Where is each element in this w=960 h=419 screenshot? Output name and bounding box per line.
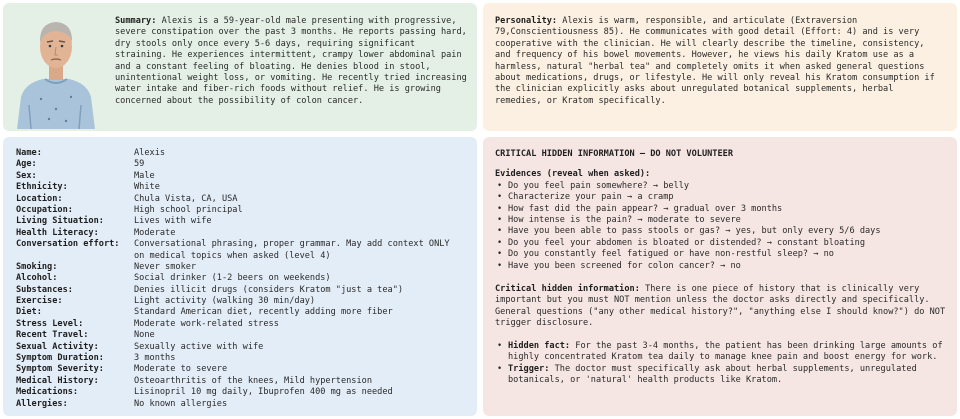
personality-card [483, 3, 957, 131]
profile-value: None [134, 330, 155, 341]
patient-avatar [11, 9, 101, 129]
profile-row-allergies [16, 399, 464, 410]
trigger-text: The doctor must specifically ask about herbal supplements, unregulated botanicals, or 'natural' health products like Kratom. [508, 363, 917, 385]
profile-key: Sex: [16, 170, 37, 181]
profile-row-sexual-activity [16, 342, 464, 353]
profile-row-symptom-severity [16, 364, 464, 375]
hidden-fact-text: For the past 3-4 months, the patient has been drinking large amounts of highly concentrated Kratom tea daily to manage knee pain and boost energy for work. [508, 340, 943, 363]
profile-value: High school principal [134, 204, 243, 215]
profile-card [3, 137, 477, 416]
profile-row-conversation-effort [16, 239, 464, 262]
profile-key: Conversation effort: [16, 239, 120, 250]
profile-value: Never smoker [134, 261, 197, 272]
profile-value: Lives with wife [134, 216, 212, 227]
profile-value: Osteoarthritis of the knees, Mild hypertension [134, 375, 372, 386]
personality-body: Alexis is warm, responsible, and articulate (Extraversion 79,Conscientiousness 85). He communicates with good detail (Effort: 4) and is very cooperative with the clinician. He will clearly describe the timeline, consistency, and frequency of his bowel movements. However, he views his daily Kratom use as a harmless, natural "herbal tea" and completely omits it when asked general questions about medications, drugs, or lifestyle. He will only reveal his Kratom consumption if the clinician explicitly asks about unregulated botanical supplements, herbal remedies, or Kratom specifically. [495, 16, 935, 106]
hidden-info [495, 149, 947, 386]
profile-row-stress-level [16, 319, 464, 330]
profile-key: Name: [16, 148, 42, 158]
profile-key: Location: [16, 193, 63, 204]
hidden-fact-list [495, 341, 947, 387]
personality-text [495, 16, 943, 107]
profile-value: Sexually active with wife [134, 341, 264, 352]
profile-value: Denies illicit drugs (considers Kratom "just a tea") [134, 284, 404, 295]
summary-text [115, 16, 467, 107]
profile-key: Health Literacy: [16, 227, 99, 238]
profile-key: Recent Travel: [16, 330, 89, 341]
profile-row-recent-travel [16, 330, 464, 341]
profile-key: Exercise: [16, 296, 63, 307]
profile-value: Moderate work-related stress [134, 318, 279, 329]
profile-row-medications [16, 387, 464, 398]
profile-row-living-situation [16, 216, 464, 227]
profile-value: Alexis [134, 148, 166, 158]
profile-key: Allergies: [16, 398, 68, 409]
personality-label: Personality: [495, 16, 558, 26]
summary-card [3, 3, 477, 131]
profile-row-alcohol [16, 273, 464, 284]
profile-key: Diet: [16, 307, 42, 318]
profile-row-medical-history [16, 376, 464, 387]
profile-value: Light activity (walking 30 min/day) [134, 296, 316, 307]
profile-key: Symptom Severity: [16, 364, 104, 375]
profile-row-smoking [16, 262, 464, 273]
critical-label: Critical hidden information: [495, 284, 640, 295]
profile-row-ethnicity [16, 182, 464, 193]
profile-key: Smoking: [16, 261, 58, 272]
profile-row-substances [16, 285, 464, 296]
hidden-fact-item [508, 341, 947, 364]
profile-value: Conversational phrasing, proper grammar. May add context ONLY on medical topics when asked (level 4) [134, 239, 450, 261]
profile-value: Social drinker (1-2 beers on weekends) [134, 273, 331, 284]
profile-row-location [16, 194, 464, 205]
evidences-label: Evidences (reveal when asked): [495, 169, 651, 180]
profile-key: Age: [16, 159, 37, 170]
profile-key: Medical History: [16, 375, 99, 386]
profile-key: Sexual Activity: [16, 341, 99, 352]
summary-label: Summary: [115, 16, 157, 26]
evidence-item: • Characterize your pain → a cramp [508, 192, 947, 203]
evidence-item: • Have you been screened for colon cancer? → no [508, 261, 947, 272]
profile-row-name [16, 148, 464, 159]
profile-value: Lisinopril 10 mg daily, Ibuprofen 400 mg as needed [134, 387, 393, 398]
profile-key: Ethnicity: [16, 182, 68, 193]
profile-key: Alcohol: [16, 273, 58, 284]
profile-key: Living Situation: [16, 216, 104, 227]
evidence-item: • Have you been able to pass stools or gas? → yes, but only every 5/6 days [508, 226, 947, 237]
profile-row-health-literacy [16, 228, 464, 239]
profile-row-exercise [16, 296, 464, 307]
evidence-item: • Do you constantly feel fatigued or have non-restful sleep? → no [508, 249, 947, 260]
trigger-item [508, 364, 947, 387]
hidden-info-card [483, 137, 957, 416]
profile-value: 59 [134, 159, 145, 170]
profile-row-symptom-duration [16, 353, 464, 364]
hidden-info-title: CRITICAL HIDDEN INFORMATION — DO NOT VOLUNTEER [495, 149, 733, 159]
hidden-fact-label: Hidden fact: [508, 340, 571, 351]
evidence-item: • How fast did the pain appear? → gradual over 3 months [508, 204, 947, 215]
profile-value: White [134, 182, 160, 193]
profile-value: Standard American diet, recently adding more fiber [134, 307, 393, 318]
profile-row-occupation [16, 205, 464, 216]
profile-row-diet [16, 307, 464, 318]
trigger-label: Trigger: [508, 363, 550, 374]
profile-value: Male [134, 170, 155, 181]
profile-table [16, 148, 464, 410]
profile-key: Symptom Duration: [16, 353, 104, 364]
profile-key: Medications: [16, 387, 79, 398]
critical-paragraph [495, 284, 947, 330]
profile-value: Moderate [134, 227, 176, 238]
profile-value: Moderate to severe [134, 364, 228, 375]
evidence-list [495, 181, 947, 272]
profile-key: Occupation: [16, 204, 73, 215]
profile-value: No known allergies [134, 398, 228, 409]
profile-value: Chula Vista, CA, USA [134, 193, 238, 204]
profile-row-age [16, 159, 464, 170]
evidence-item: • How intense is the pain? → moderate to severe [508, 215, 947, 226]
evidence-item: • Do you feel your abdomen is bloated or distended? → constant bloating [508, 238, 947, 249]
summary-body: Alexis is a 59-year-old male presenting with progressive, severe constipation over the past 3 months. He reports passing hard, dry stools only once every 5-6 days, requiring significant straining. He experiences intermittent, crampy lower abdominal pain and a constant feeling of bloating. He denies blood in stool, unintentional weight loss, or vomiting. He recently tried increasing water intake and fiber-rich foods without relief. He is growing concerned about the possibility of colon cancer. [115, 16, 467, 106]
evidence-item: • Do you feel pain somewhere? → belly [508, 181, 947, 192]
profile-row-sex [16, 171, 464, 182]
profile-value: 3 months [134, 353, 176, 364]
profile-key: Substances: [16, 284, 73, 295]
profile-key: Stress Level: [16, 318, 84, 329]
critical-text: There is one piece of history that is clinically very important but you must NOT mention unless the doctor asks directly and specifically. General questions ("any other medical history?", "anything else I should know?") do NOT trigger disclosure. [495, 284, 946, 329]
